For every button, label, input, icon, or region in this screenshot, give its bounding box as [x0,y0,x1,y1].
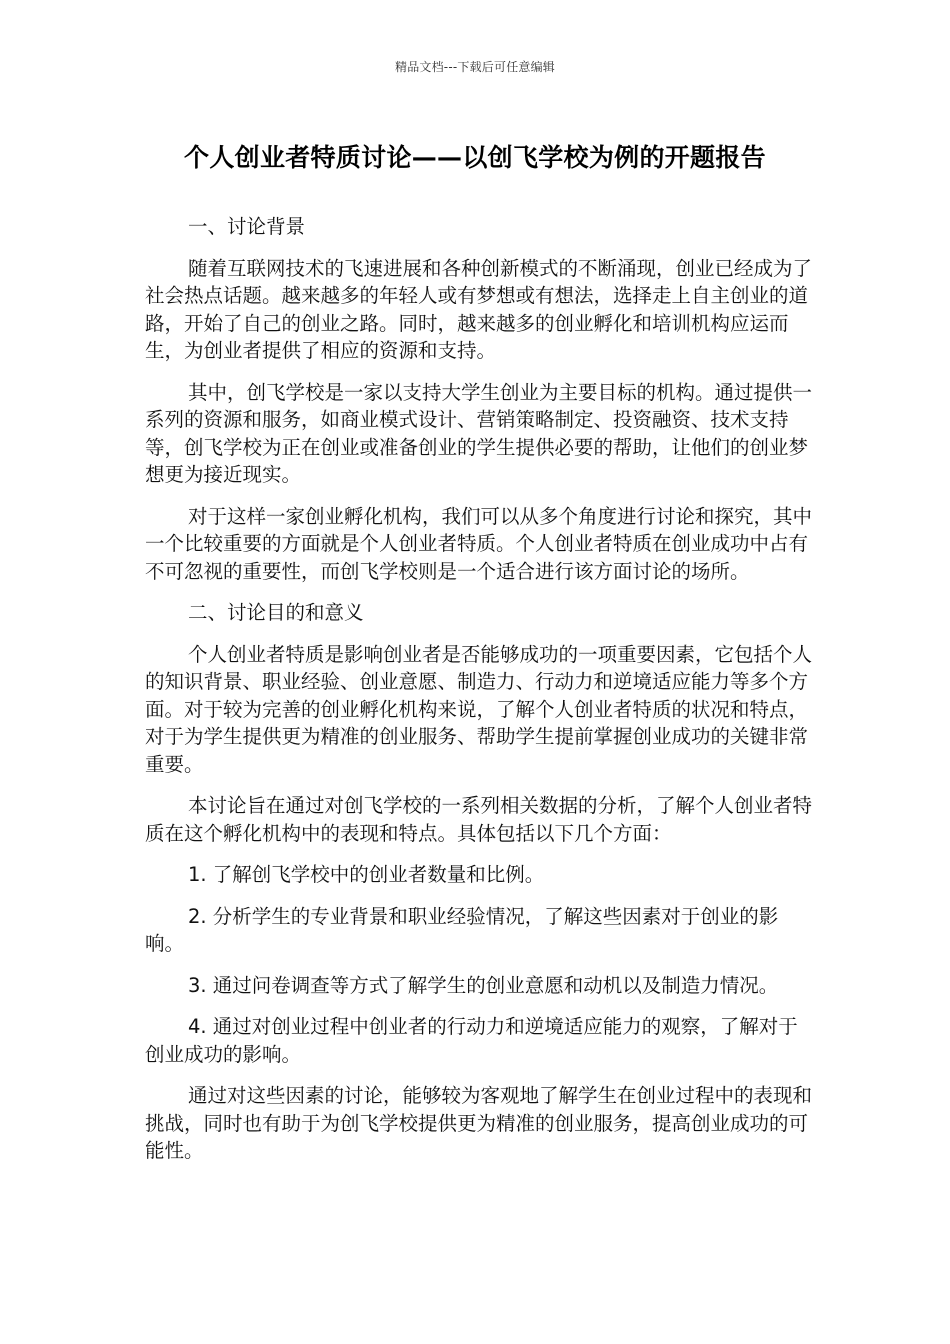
closing-paragraph: 通过对这些因素的讨论，能够较为客观地了解学生在创业过程中的表现和挑战，同时也有助于为创飞学校提供更为精准的创业服务，提高创业成功的可能性。 [145,1084,813,1162]
paragraph: 随着互联网技术的飞速进展和各种创新模式的不断涌现，创业已经成为了社会热点话题。越来越多的年轻人或有梦想或有想法，选择走上自主创业的道路，开始了自己的创业之路。同时，越来越多的创业孵化和培训机构应运而生，为创业者提供了相应的资源和支持。 [145,256,813,362]
paragraph: 个人创业者特质是影响创业者是否能够成功的一项重要因素，它包括个人的知识背景、职业经验、创业意愿、制造力、行动力和逆境适应能力等多个方面。对于较为完善的创业孵化机构来说，了解个人创业者特质的状况和特点，对于为学生提供更为精准的创业服务、帮助学生提前掌握创业成功的关键非常重要。 [145,642,813,776]
section-heading-purpose: 二、讨论目的和意义 [188,601,364,624]
document-body [145,213,815,1179]
paragraph: 本讨论旨在通过对创飞学校的一系列相关数据的分析，了解个人创业者特质在这个孵化机构中的表现和特点。具体包括以下几个方面： [145,794,813,845]
list-item: 2. 分析学生的专业背景和职业经验情况，了解这些因素对于创业的影响。 [145,904,779,955]
section-heading-background: 一、讨论背景 [188,215,306,238]
list-item: 3. 通过问卷调查等方式了解学生的创业意愿和动机以及制造力情况。 [188,973,779,997]
page-header-note: 精品文档---下载后可任意编辑 [395,60,555,74]
list-item: 4. 通过对创业过程中创业者的行动力和逆境适应能力的观察，了解对于创业成功的影响。 [145,1015,798,1066]
document-title: 个人创业者特质讨论——以创飞学校为例的开题报告 [184,143,766,172]
list-item: 1. 了解创飞学校中的创业者数量和比例。 [188,863,545,886]
paragraph: 对于这样一家创业孵化机构，我们可以从多个角度进行讨论和探究，其中一个比较重要的方面就是个人创业者特质。个人创业者特质在创业成功中占有不可忽视的重要性，而创飞学校则是一个适合进行该方面讨论的场所。 [145,504,813,583]
paragraph: 其中，创飞学校是一家以支持大学生创业为主要目标的机构。通过提供一系列的资源和服务，如商业模式设计、营销策略制定、投资融资、技术支持等，创飞学校为正在创业或准备创业的学生提供必要的帮助，让他们的创业梦想更为接近现实。 [145,380,813,486]
